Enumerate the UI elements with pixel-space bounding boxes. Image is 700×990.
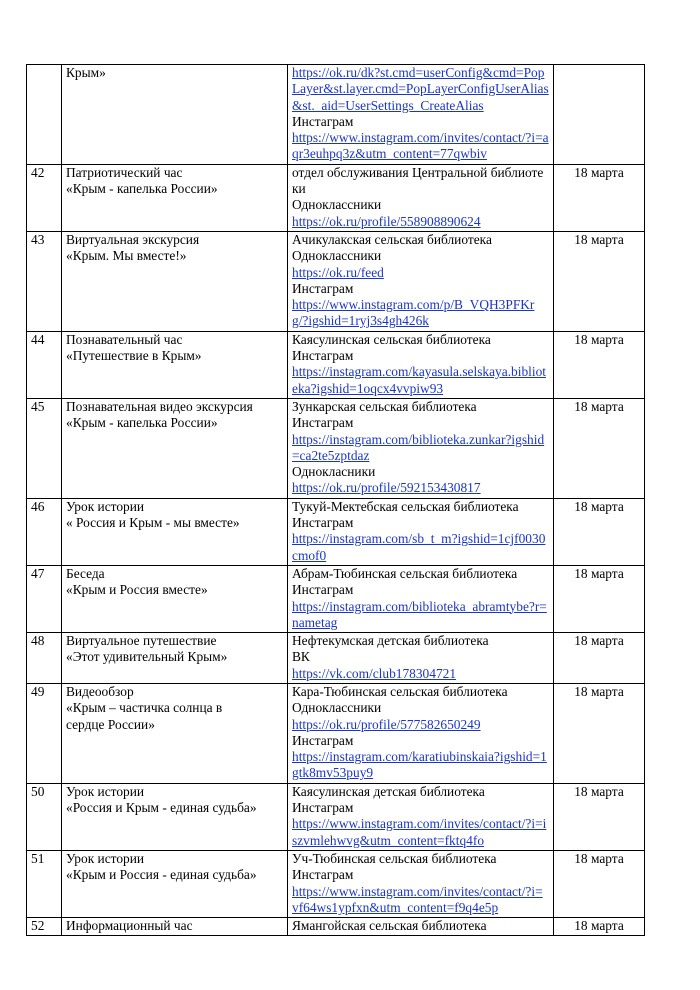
event-title-line: Беседа — [66, 565, 105, 581]
venue-text: Зункарская сельская библиотека — [292, 398, 477, 414]
event-title-line: «Этот удивительный Крым» — [66, 649, 228, 665]
venue-cell — [288, 918, 554, 936]
venue-text: Каясулинская сельская библиотека — [292, 331, 491, 347]
event-title-line: Виртуальное путешествие — [66, 633, 217, 649]
venue-link[interactable]: https://ok.ru/profile/577582650249 — [292, 716, 481, 732]
event-date: 18 марта — [554, 164, 645, 231]
table-row — [27, 498, 645, 565]
event-date: 18 марта — [554, 783, 645, 850]
venue-text: отдел обслуживания Центральной библиотеки — [292, 164, 544, 197]
venue-text: Одноклассники — [292, 248, 382, 264]
event-title-line: Урок истории — [66, 850, 145, 866]
venue-link[interactable]: https://www.instagram.com/invites/contact/?i=vf64ws1ypfxn&utm_content=f9q4e5p — [292, 883, 543, 915]
event-cell — [62, 498, 288, 565]
venue-link[interactable]: https://ok.ru/feed — [292, 264, 384, 280]
event-date — [554, 65, 645, 165]
table-row — [27, 850, 645, 917]
venue-link[interactable]: https://instagram.com/sb_t_m?igshid=1cjf0030cmof0 — [292, 531, 546, 563]
events-table — [26, 64, 645, 936]
venue-text: Абрам-Тюбинская сельская библиотека — [292, 565, 518, 581]
venue-text: Инстаграм — [292, 415, 354, 431]
row-number: 44 — [27, 331, 62, 398]
row-number: 45 — [27, 398, 62, 498]
event-date: 18 марта — [554, 398, 645, 498]
venue-link[interactable]: https://vk.com/club178304721 — [292, 665, 457, 681]
row-number: 46 — [27, 498, 62, 565]
venue-cell — [288, 683, 554, 783]
event-cell — [62, 65, 288, 165]
table-row — [27, 398, 645, 498]
event-cell — [62, 331, 288, 398]
venue-link[interactable]: https://ok.ru/profile/592153430817 — [292, 480, 481, 496]
venue-text: Инстаграм — [292, 280, 354, 296]
event-date: 18 марта — [554, 850, 645, 917]
row-number: 43 — [27, 231, 62, 331]
event-cell — [62, 918, 288, 936]
venue-text: Каясулинская детская библиотека — [292, 783, 485, 799]
event-date: 18 марта — [554, 331, 645, 398]
venue-link[interactable]: https://ok.ru/dk?st.cmd=userConfig&cmd=PopLayer&st.layer.cmd=PopLayerConfigUserAlias&st._aid=UserSettings_CreateAlias — [292, 65, 549, 113]
event-cell — [62, 783, 288, 850]
event-date: 18 марта — [554, 683, 645, 783]
event-title-line: Познавательная видео экскурсия — [66, 398, 253, 414]
table-row — [27, 783, 645, 850]
venue-link[interactable]: https://instagram.com/karatiubinskaia?igshid=1gtk8mv53puy9 — [292, 749, 547, 781]
venue-text: Инстаграм — [292, 582, 354, 598]
venue-text: Ямангойская сельская библиотека — [292, 918, 487, 934]
table-row — [27, 164, 645, 231]
event-date: 18 марта — [554, 633, 645, 684]
event-title-line: «Крым и Россия - единая судьба» — [66, 867, 257, 883]
venue-cell — [288, 498, 554, 565]
event-title-line: Информационный час — [66, 918, 193, 934]
event-title-line: Крым» — [66, 65, 106, 80]
venue-cell — [288, 65, 554, 165]
venue-cell — [288, 331, 554, 398]
events-table-body — [27, 65, 645, 936]
venue-link[interactable]: https://instagram.com/kayasula.selskaya.biblioteka?igshid=1oqcx4vvpiw93 — [292, 364, 547, 396]
row-number: 52 — [27, 918, 62, 936]
event-date: 18 марта — [554, 918, 645, 936]
event-title-line: «Крым - капелька России» — [66, 415, 218, 431]
venue-text: Нефтекумская детская библиотека — [292, 633, 489, 649]
event-cell — [62, 565, 288, 632]
event-date: 18 марта — [554, 498, 645, 565]
table-row — [27, 918, 645, 936]
table-row — [27, 683, 645, 783]
row-number: 47 — [27, 565, 62, 632]
venue-text: Инстаграм — [292, 113, 354, 129]
event-title-line: сердце России» — [66, 716, 155, 732]
venue-text: Инстаграм — [292, 732, 354, 748]
event-date: 18 марта — [554, 231, 645, 331]
row-number: 42 — [27, 164, 62, 231]
table-row — [27, 65, 645, 165]
venue-text: Инстаграм — [292, 800, 354, 816]
table-row — [27, 565, 645, 632]
row-number: 51 — [27, 850, 62, 917]
event-title-line: «Крым и Россия вместе» — [66, 582, 208, 598]
venue-cell — [288, 164, 554, 231]
row-number: 49 — [27, 683, 62, 783]
row-number — [27, 65, 62, 165]
venue-text: Инстаграм — [292, 515, 354, 531]
event-title-line: «Крым - капелька России» — [66, 181, 218, 197]
event-cell — [62, 683, 288, 783]
event-cell — [62, 164, 288, 231]
venue-link[interactable]: https://www.instagram.com/invites/contact/?i=aqr3euhpq3z&utm_content=77qwbiv — [292, 130, 549, 162]
event-title-line: Виртуальная экскурсия — [66, 231, 200, 247]
event-date: 18 марта — [554, 565, 645, 632]
venue-text: Тукуй-Мектебская сельская библиотека — [292, 498, 519, 514]
venue-link[interactable]: https://ok.ru/profile/558908890624 — [292, 213, 481, 229]
event-title-line: Познавательный час — [66, 331, 183, 347]
venue-text: Однокласники — [292, 464, 376, 480]
venue-cell — [288, 783, 554, 850]
event-cell — [62, 633, 288, 684]
event-cell — [62, 398, 288, 498]
table-row — [27, 231, 645, 331]
event-title-line: «Путешествие в Крым» — [66, 348, 202, 364]
venue-cell — [288, 565, 554, 632]
venue-cell — [288, 398, 554, 498]
event-title-line: Урок истории — [66, 498, 145, 514]
venue-cell — [288, 633, 554, 684]
event-cell — [62, 231, 288, 331]
venue-cell — [288, 850, 554, 917]
table-row — [27, 331, 645, 398]
venue-link[interactable]: https://www.instagram.com/p/B_VQH3PFKrg/?igshid=1ryj3s4gh426k — [292, 297, 535, 329]
event-title-line: «Крым – частичка солнца в — [66, 700, 223, 716]
venue-link[interactable]: https://instagram.com/biblioteka_abramtybe?r=nametag — [292, 598, 547, 630]
event-title-line: «Крым. Мы вместе!» — [66, 248, 187, 264]
row-number: 48 — [27, 633, 62, 684]
event-title-line: Патриотический час — [66, 164, 183, 180]
event-title-line: Урок истории — [66, 783, 145, 799]
venue-link[interactable]: https://instagram.com/biblioteka.zunkar?igshid=ca2te5zptdaz — [292, 431, 545, 463]
event-cell — [62, 850, 288, 917]
row-number: 50 — [27, 783, 62, 850]
event-title-line: Видеообзор — [66, 683, 134, 699]
venue-text: Одноклассники — [292, 197, 382, 213]
venue-text: ВК — [292, 649, 310, 665]
venue-text: Инстаграм — [292, 348, 354, 364]
venue-text: Уч-Тюбинская сельская библиотека — [292, 850, 497, 866]
venue-text: Кара-Тюбинская сельская библиотека — [292, 683, 508, 699]
event-title-line: « Россия и Крым - мы вместе» — [66, 515, 240, 531]
venue-link[interactable]: https://www.instagram.com/invites/contact/?i=iszvmlehwvg&utm_content=fktq4fo — [292, 816, 547, 848]
venue-cell — [288, 231, 554, 331]
table-row — [27, 633, 645, 684]
venue-text: Одноклассники — [292, 700, 382, 716]
venue-text: Ачикулакская сельская библиотека — [292, 231, 492, 247]
venue-text: Инстаграм — [292, 867, 354, 883]
event-title-line: «Россия и Крым - единая судьба» — [66, 800, 257, 816]
